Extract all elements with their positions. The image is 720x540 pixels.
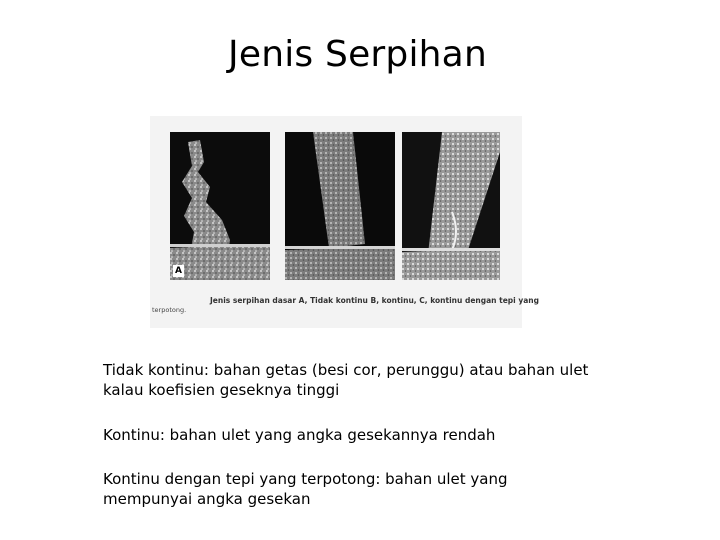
paragraph-discontinuous: Tidak kontinu: bahan getas (besi cor, perunggu) atau bahan ulet kalau koefisien geseknya tinggi bbox=[103, 361, 589, 399]
photo-continuous-chip-cut-edge bbox=[402, 132, 500, 280]
photo-discontinuous-chip bbox=[170, 132, 270, 280]
photo-continuous-chip bbox=[285, 132, 395, 280]
figure-caption-tail: terpotong. bbox=[152, 306, 187, 314]
paragraph-continuous-cut-edge: Kontinu dengan tepi yang terpotong: bahan ulet yang mempunyai angka gesekan bbox=[103, 470, 508, 508]
slide-title: Jenis Serpihan bbox=[228, 34, 487, 75]
panel-letter-a: A bbox=[173, 265, 184, 277]
chip-types-figure bbox=[150, 116, 540, 328]
continuous-chip-cut-edge-image bbox=[402, 132, 500, 280]
continuous-chip-image bbox=[285, 132, 395, 280]
discontinuous-chip-image bbox=[170, 132, 270, 280]
paragraph-continuous: Kontinu: bahan ulet yang angka gesekannya rendah bbox=[103, 426, 496, 444]
figure-caption: Jenis serpihan dasar A, Tidak kontinu B, kontinu, C, kontinu dengan tepi yang bbox=[210, 296, 540, 305]
